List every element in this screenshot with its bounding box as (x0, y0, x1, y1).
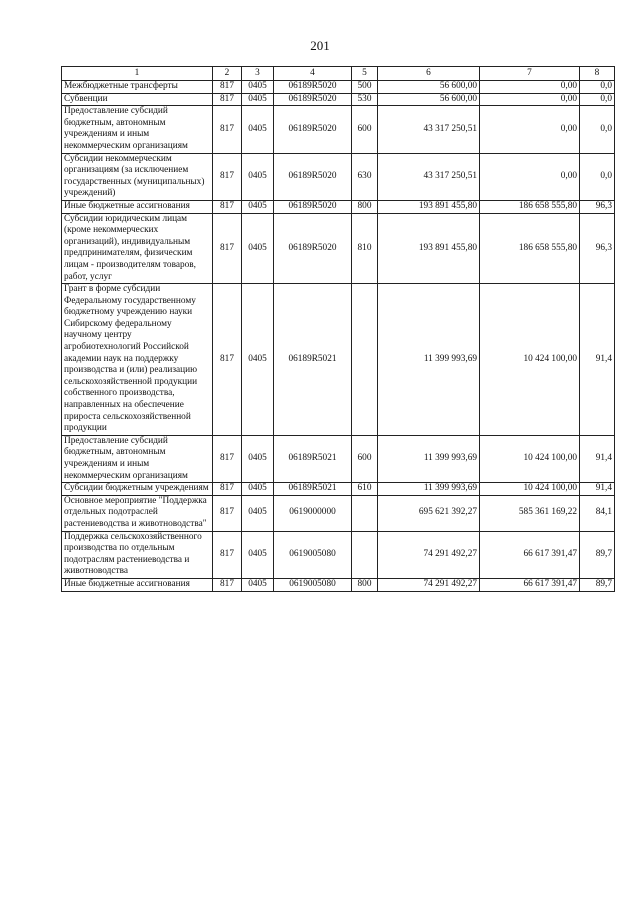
row-expense-type (352, 531, 378, 578)
row-name: Иные бюджетные ассигнования (62, 200, 213, 213)
row-section-code: 0405 (242, 284, 274, 436)
row-target-article: 06189R5020 (274, 153, 352, 200)
row-target-article: 06189R5020 (274, 106, 352, 153)
table-row (62, 213, 615, 284)
row-execution-percent: 0,0 (580, 81, 615, 94)
row-execution-percent: 89,7 (580, 578, 615, 591)
column-header: 4 (274, 67, 352, 81)
row-name: Грант в форме субсидии Федеральному государственному бюджетному учреждению науки Сибирскому федеральному научному центру агробиотехнологий Российской академии наук на поддержку производства и (или) реализацию сельскохозяйственной продукции собственного производства, направленных на обеспечение прироста сельскохозяйственной продукции (62, 284, 213, 436)
row-execution-percent: 89,7 (580, 531, 615, 578)
row-execution-percent: 0,0 (580, 153, 615, 200)
row-execution-percent: 0,0 (580, 93, 615, 106)
row-executed-amount: 0,00 (480, 81, 580, 94)
row-executed-amount: 0,00 (480, 153, 580, 200)
row-planned-amount: 11 399 993,69 (378, 284, 480, 436)
row-section-code: 0405 (242, 200, 274, 213)
row-ministry-code: 817 (213, 495, 242, 531)
column-header: 6 (378, 67, 480, 81)
row-planned-amount: 193 891 455,80 (378, 213, 480, 284)
row-target-article: 0619005080 (274, 531, 352, 578)
row-ministry-code: 817 (213, 106, 242, 153)
row-executed-amount: 10 424 100,00 (480, 284, 580, 436)
row-execution-percent: 91,4 (580, 284, 615, 436)
row-section-code: 0405 (242, 435, 274, 482)
row-executed-amount: 0,00 (480, 93, 580, 106)
row-name: Субсидии бюджетным учреждениям (62, 483, 213, 496)
row-section-code: 0405 (242, 495, 274, 531)
row-name: Субвенции (62, 93, 213, 106)
table-row (62, 578, 615, 591)
row-target-article: 0619005080 (274, 578, 352, 591)
column-header: 3 (242, 67, 274, 81)
row-name: Предоставление субсидий бюджетным, автономным учреждениям и иным некоммерческим организациям (62, 435, 213, 482)
row-ministry-code: 817 (213, 213, 242, 284)
row-ministry-code: 817 (213, 531, 242, 578)
row-ministry-code: 817 (213, 200, 242, 213)
row-executed-amount: 66 617 391,47 (480, 578, 580, 591)
row-target-article: 06189R5020 (274, 200, 352, 213)
row-target-article: 0619000000 (274, 495, 352, 531)
table-row (62, 106, 615, 153)
row-executed-amount: 66 617 391,47 (480, 531, 580, 578)
row-executed-amount: 10 424 100,00 (480, 435, 580, 482)
table-row (62, 93, 615, 106)
row-expense-type: 600 (352, 106, 378, 153)
row-target-article: 06189R5020 (274, 81, 352, 94)
row-section-code: 0405 (242, 578, 274, 591)
row-name: Иные бюджетные ассигнования (62, 578, 213, 591)
row-section-code: 0405 (242, 81, 274, 94)
column-header: 1 (62, 67, 213, 81)
column-header: 5 (352, 67, 378, 81)
row-expense-type (352, 284, 378, 436)
row-expense-type: 630 (352, 153, 378, 200)
row-execution-percent: 0,0 (580, 106, 615, 153)
row-expense-type: 610 (352, 483, 378, 496)
row-executed-amount: 10 424 100,00 (480, 483, 580, 496)
row-ministry-code: 817 (213, 153, 242, 200)
table-row (62, 531, 615, 578)
row-target-article: 06189R5020 (274, 93, 352, 106)
row-execution-percent: 96,3 (580, 200, 615, 213)
row-ministry-code: 817 (213, 435, 242, 482)
row-ministry-code: 817 (213, 483, 242, 496)
table-row (62, 81, 615, 94)
row-executed-amount: 585 361 169,22 (480, 495, 580, 531)
row-planned-amount: 43 317 250,51 (378, 153, 480, 200)
row-planned-amount: 193 891 455,80 (378, 200, 480, 213)
row-expense-type: 600 (352, 435, 378, 482)
row-name: Основное мероприятие "Поддержка отдельных подотраслей растениеводства и животноводства" (62, 495, 213, 531)
row-planned-amount: 43 317 250,51 (378, 106, 480, 153)
row-planned-amount: 56 600,00 (378, 93, 480, 106)
row-section-code: 0405 (242, 106, 274, 153)
table-row (62, 495, 615, 531)
table-row (62, 483, 615, 496)
row-target-article: 06189R5021 (274, 435, 352, 482)
row-target-article: 06189R5020 (274, 213, 352, 284)
row-executed-amount: 186 658 555,80 (480, 200, 580, 213)
row-target-article: 06189R5021 (274, 483, 352, 496)
column-header: 2 (213, 67, 242, 81)
row-name: Субсидии юридическим лицам (кроме некоммерческих организаций), индивидуальным предпринимателям, физическим лицам - производителям товаров, работ, услуг (62, 213, 213, 284)
row-target-article: 06189R5021 (274, 284, 352, 436)
row-ministry-code: 817 (213, 284, 242, 436)
row-expense-type: 800 (352, 578, 378, 591)
row-executed-amount: 186 658 555,80 (480, 213, 580, 284)
row-execution-percent: 96,3 (580, 213, 615, 284)
row-planned-amount: 74 291 492,27 (378, 531, 480, 578)
row-execution-percent: 84,1 (580, 495, 615, 531)
row-ministry-code: 817 (213, 578, 242, 591)
row-executed-amount: 0,00 (480, 106, 580, 153)
row-planned-amount: 11 399 993,69 (378, 483, 480, 496)
row-expense-type: 810 (352, 213, 378, 284)
row-name: Предоставление субсидий бюджетным, автономным учреждениям и иным некоммерческим организациям (62, 106, 213, 153)
row-name: Межбюджетные трансферты (62, 81, 213, 94)
row-expense-type (352, 495, 378, 531)
row-name: Субсидии некоммерческим организациям (за исключением государственных (муниципальных) учреждений) (62, 153, 213, 200)
row-ministry-code: 817 (213, 81, 242, 94)
row-section-code: 0405 (242, 213, 274, 284)
row-expense-type: 800 (352, 200, 378, 213)
row-section-code: 0405 (242, 483, 274, 496)
row-planned-amount: 74 291 492,27 (378, 578, 480, 591)
table-row (62, 435, 615, 482)
column-header: 8 (580, 67, 615, 81)
column-header: 7 (480, 67, 580, 81)
row-ministry-code: 817 (213, 93, 242, 106)
row-planned-amount: 695 621 392,27 (378, 495, 480, 531)
row-planned-amount: 11 399 993,69 (378, 435, 480, 482)
page-number: 201 (310, 38, 330, 53)
budget-table (61, 66, 615, 592)
header-row (62, 67, 615, 81)
row-execution-percent: 91,4 (580, 435, 615, 482)
table-row (62, 284, 615, 436)
row-planned-amount: 56 600,00 (378, 81, 480, 94)
row-section-code: 0405 (242, 153, 274, 200)
row-execution-percent: 91,4 (580, 483, 615, 496)
row-section-code: 0405 (242, 531, 274, 578)
row-section-code: 0405 (242, 93, 274, 106)
row-expense-type: 530 (352, 93, 378, 106)
row-expense-type: 500 (352, 81, 378, 94)
table-row (62, 153, 615, 200)
row-name: Поддержка сельскохозяйственного производства по отдельным подотраслям растениеводства и животноводства (62, 531, 213, 578)
table-row (62, 200, 615, 213)
